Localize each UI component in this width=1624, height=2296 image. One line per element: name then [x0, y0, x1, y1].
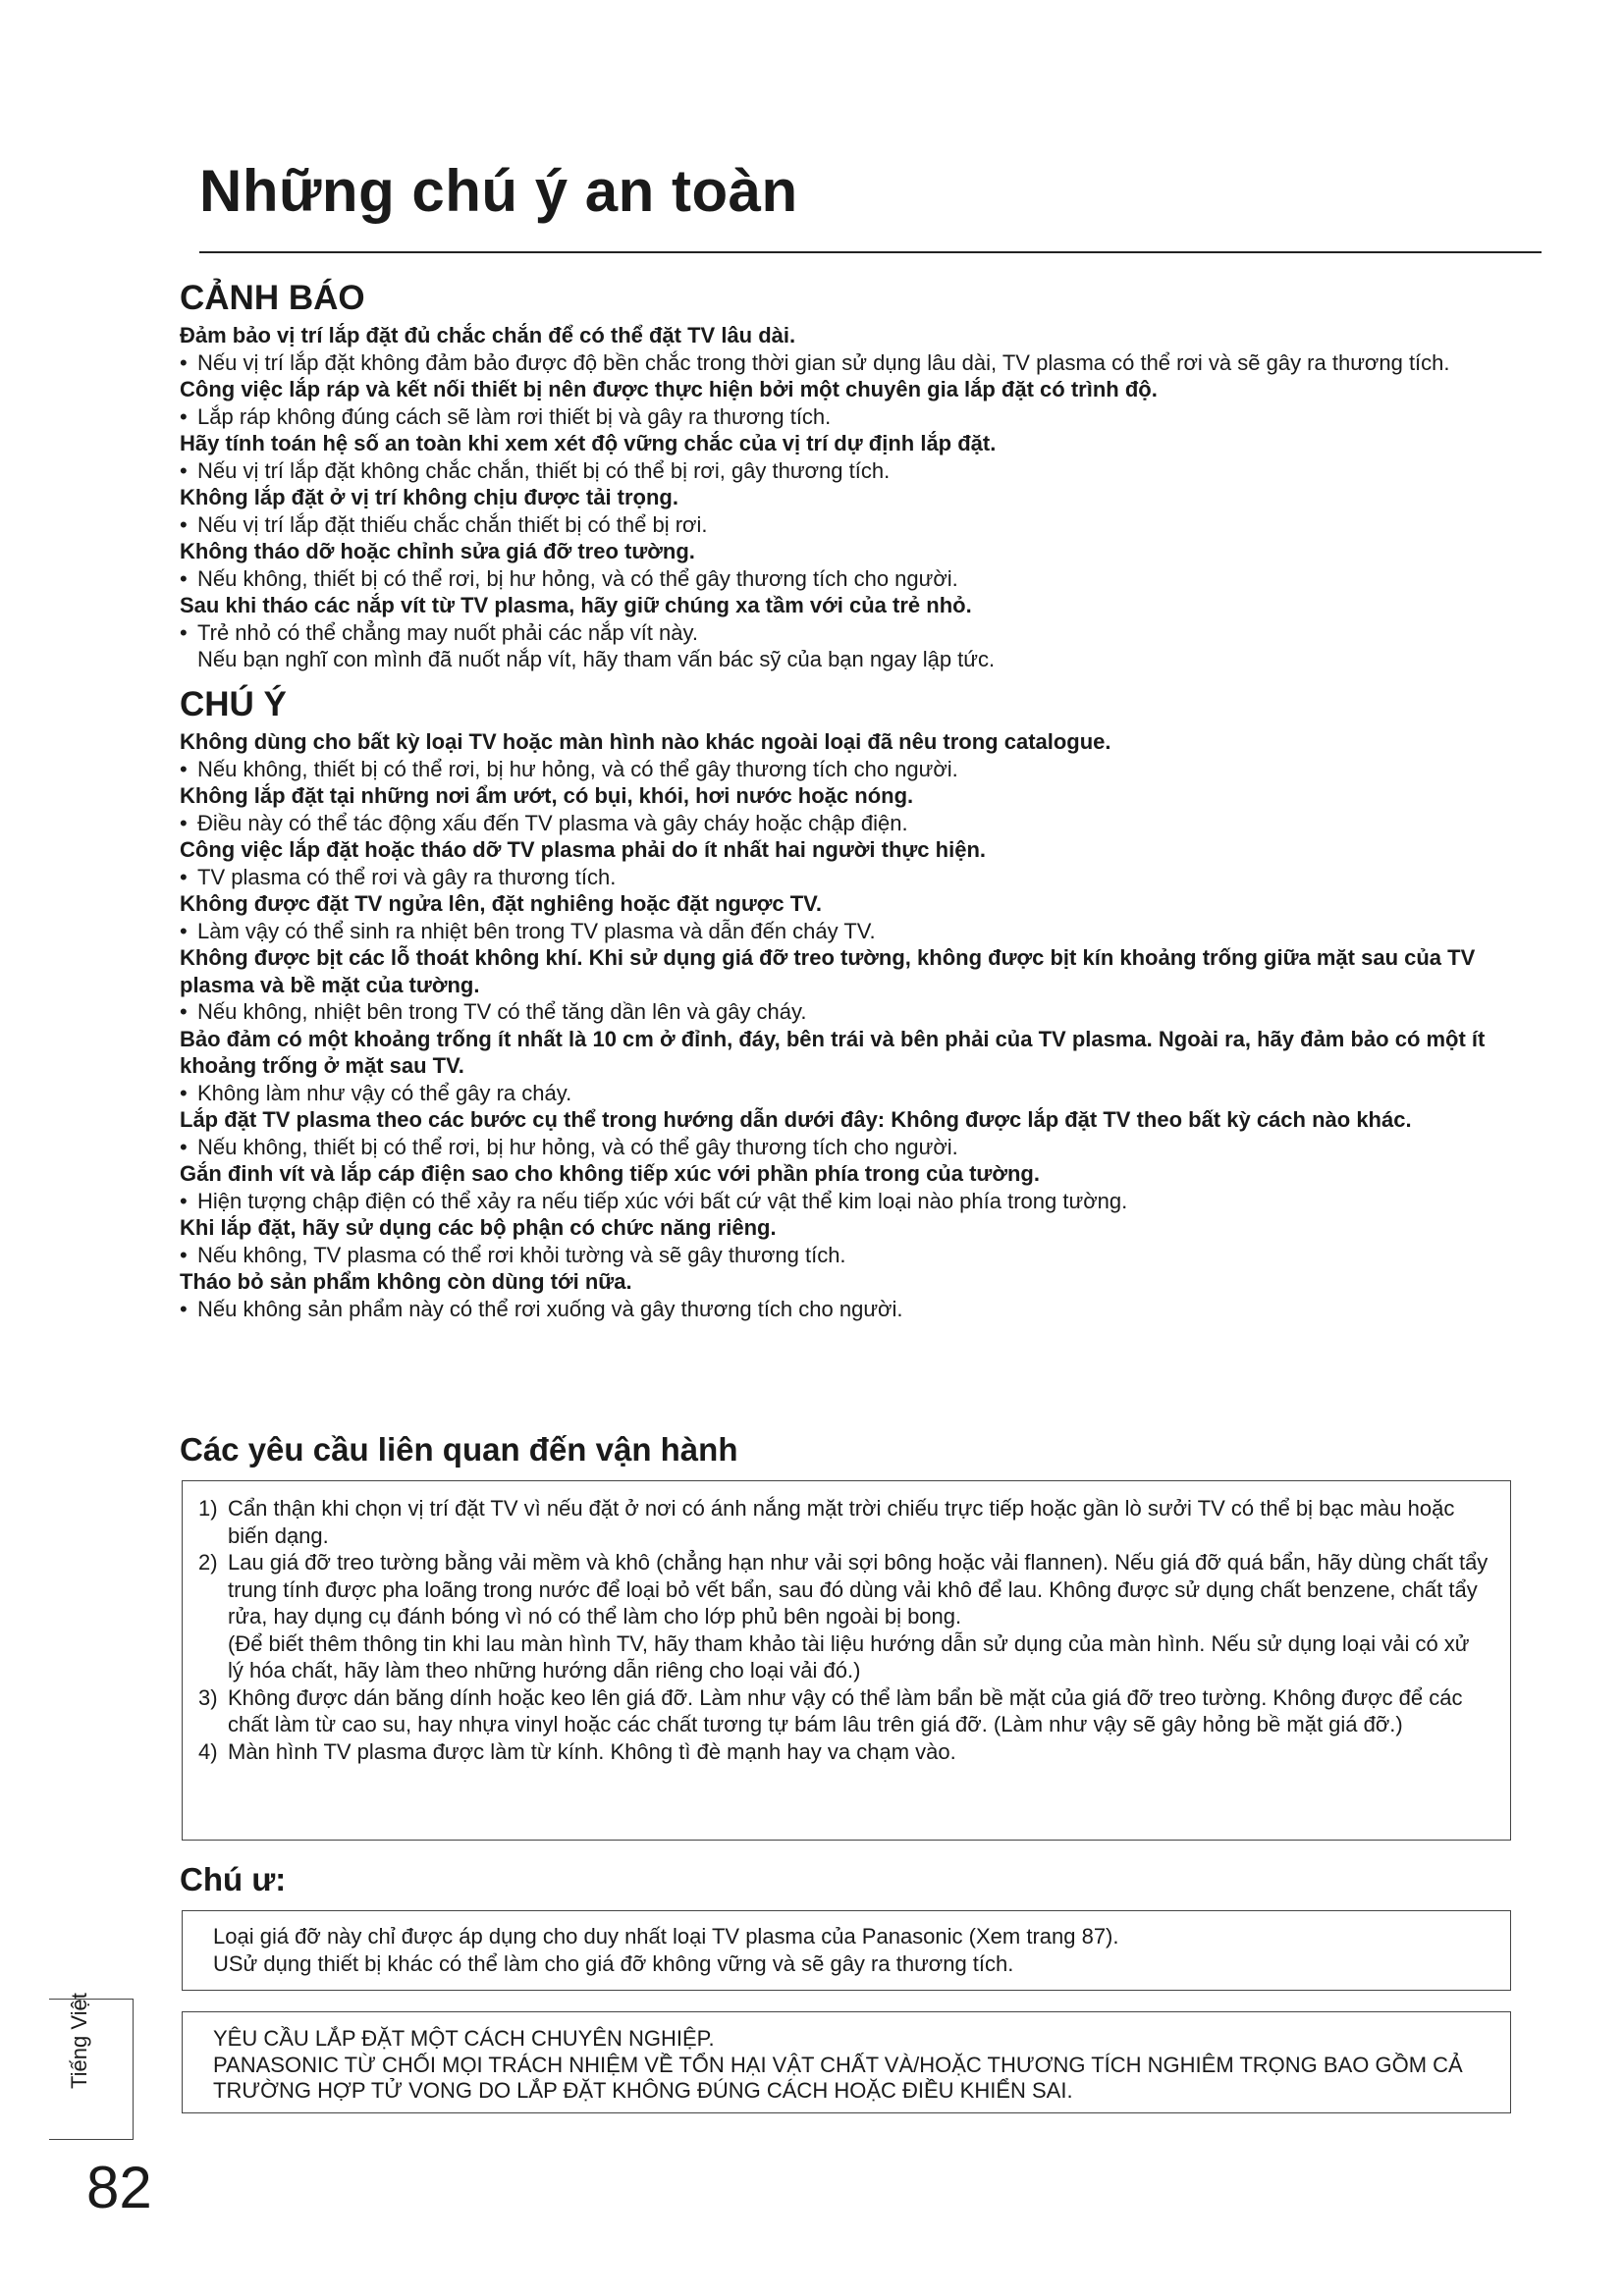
- bullet-text: Nếu không, nhiệt bên trong TV có thể tăng dần lên và gây cháy.: [197, 999, 807, 1024]
- item-title: Khi lắp đặt, hãy sử dụng các bộ phận có chức năng riêng.: [180, 1215, 777, 1240]
- safety-item: [180, 890, 1517, 944]
- item-bullet: [180, 511, 1517, 539]
- item-bullet: [180, 918, 1517, 945]
- note-line: USử dụng thiết bị khác có thể làm cho giá đỡ không vững và sẽ gây ra thương tích.: [213, 1950, 1014, 1976]
- safety-item: [180, 322, 1517, 376]
- operation-line: (Để biết thêm thông tin khi lau màn hình TV, hãy tham khảo tài liệu hướng dẫn sử dụng của màn hình. Nếu sử dụng loại vải có xử lý hóa chất, hãy làm theo những hướng dẫn riêng cho loại vải đó.): [228, 1630, 1470, 1682]
- item-title: Không lắp đặt tại những nơi ẩm ướt, có bụi, khói, hơi nước hoặc nóng.: [180, 783, 914, 808]
- note-heading: Chú ư:: [180, 1861, 287, 1897]
- bullet-text: Nếu không, TV plasma có thể rơi khỏi tường và sẽ gây thương tích.: [197, 1242, 846, 1267]
- bullet-icon: •: [180, 1242, 188, 1267]
- bullet-text: Điều này có thể tác động xấu đến TV plasma và gây cháy hoặc chập điện.: [197, 810, 908, 835]
- item-bullet: [180, 864, 1517, 891]
- operation-text: [228, 1738, 1490, 1766]
- item-title: Không được bịt các lỗ thoát không khí. Khi sử dụng giá đỡ treo tường, không được bịt kín khoảng trống giữa mặt sau của TV plasma và bề mặt của tường.: [180, 945, 1476, 997]
- bullet-icon: •: [180, 457, 188, 483]
- caution-heading: CHÚ Ý: [180, 684, 287, 723]
- bullet-icon: •: [180, 1296, 188, 1321]
- safety-item: [180, 1160, 1517, 1214]
- safety-item: [180, 782, 1517, 836]
- bullet-icon: •: [180, 999, 188, 1024]
- item-title: Không lắp đặt ở vị trí không chịu được tải trọng.: [180, 485, 678, 510]
- safety-item: [180, 430, 1517, 484]
- item-bullet: [180, 457, 1517, 485]
- bullet-text: Lắp ráp không đúng cách sẽ làm rơi thiết bị và gây ra thương tích.: [197, 403, 832, 429]
- bullet-icon: •: [180, 565, 188, 591]
- note-box: [182, 1910, 1511, 1991]
- bullet-icon: •: [180, 1080, 188, 1105]
- safety-item: [180, 484, 1517, 538]
- safety-item: [180, 728, 1517, 782]
- operation-number: 1): [198, 1496, 218, 1521]
- warning-heading: CẢNH BÁO: [180, 279, 365, 317]
- operation-text: [228, 1495, 1490, 1549]
- item-title: Hãy tính toán hệ số an toàn khi xem xét độ vững chắc của vị trí dự định lắp đặt.: [180, 431, 997, 456]
- operation-line: Màn hình TV plasma được làm từ kính. Không tì đè mạnh hay va chạm vào.: [228, 1738, 956, 1764]
- item-title: Bảo đảm có một khoảng trống ít nhất là 10 cm ở đỉnh, đáy, bên trái và bên phải của TV plasma. Ngoài ra, hãy đảm bảo có một ít khoảng trống ở mặt sau TV.: [180, 1026, 1486, 1078]
- safety-item: [180, 836, 1517, 890]
- language-label: Tiếng Việt: [67, 1993, 91, 2089]
- operation-number: 2): [198, 1550, 218, 1575]
- operation-item: [198, 1738, 1490, 1766]
- bullet-icon: •: [180, 864, 188, 889]
- bullet-icon: •: [180, 349, 188, 375]
- page-number: 82: [86, 2155, 152, 2220]
- bullet-text: Nếu không sản phẩm này có thể rơi xuống và gây thương tích cho người.: [197, 1296, 903, 1321]
- note-line: Loại giá đỡ này chỉ được áp dụng cho duy nhất loại TV plasma của Panasonic (Xem trang 87).: [213, 1924, 1119, 1949]
- item-bullet: [180, 403, 1517, 431]
- item-bullet: [180, 1134, 1517, 1161]
- item-bullet: [180, 619, 1517, 647]
- item-title: Công việc lắp ráp và kết nối thiết bị nên được thực hiện bởi một chuyên gia lắp đặt có trình độ.: [180, 377, 1158, 402]
- safety-item: [180, 592, 1517, 673]
- operation-number: 4): [198, 1738, 218, 1764]
- item-bullet: [180, 1080, 1517, 1107]
- bullet-icon: •: [180, 1188, 188, 1213]
- bullet-text: Không làm như vậy có thể gây ra cháy.: [197, 1080, 572, 1105]
- bullet-icon: •: [180, 1134, 188, 1159]
- bullet-text: Nếu vị trí lắp đặt không đảm bảo được độ bền chắc trong thời gian sử dụng lâu dài, TV plasma có thể rơi và sẽ gây ra thương tích.: [197, 349, 1450, 375]
- item-bullet: [180, 349, 1517, 377]
- operation-box: [182, 1480, 1511, 1841]
- item-title: Công việc lắp đặt hoặc tháo dỡ TV plasma phải do ít nhất hai người thực hiện.: [180, 837, 986, 862]
- bullet-icon: •: [180, 511, 188, 537]
- safety-item: [180, 1026, 1517, 1107]
- item-bullet: [180, 1188, 1517, 1215]
- operation-text: [228, 1549, 1490, 1684]
- safety-item: [180, 944, 1517, 1026]
- item-bullet: [180, 810, 1517, 837]
- item-title: Gắn đinh vít và lắp cáp điện sao cho không tiếp xúc với phần phía trong của tường.: [180, 1161, 1040, 1186]
- bullet-text: Nếu không, thiết bị có thể rơi, bị hư hỏng, và có thể gây thương tích cho người.: [197, 1134, 958, 1159]
- bullet-icon: •: [180, 756, 188, 781]
- bullet-text: Trẻ nhỏ có thể chẳng may nuốt phải các nắp vít này.: [197, 619, 698, 645]
- bullet-icon: •: [180, 403, 188, 429]
- safety-item: [180, 376, 1517, 430]
- operation-number: 3): [198, 1684, 218, 1710]
- operation-item: [198, 1495, 1490, 1549]
- bullet-text: TV plasma có thể rơi và gây ra thương tích.: [197, 864, 617, 889]
- item-title: Đảm bảo vị trí lắp đặt đủ chắc chắn để có thể đặt TV lâu dài.: [180, 323, 796, 348]
- item-extra: Nếu bạn nghĩ con mình đã nuốt nắp vít, hãy tham vấn bác sỹ của bạn ngay lập tức.: [197, 647, 996, 672]
- bullet-text: Làm vậy có thể sinh ra nhiệt bên trong TV plasma và dẫn đến cháy TV.: [197, 918, 876, 943]
- bullet-text: Nếu vị trí lắp đặt thiếu chắc chắn thiết bị có thể bị rơi.: [197, 511, 708, 537]
- operation-line: Lau giá đỡ treo tường bằng vải mềm và khô (chẳng hạn như vải sợi bông hoặc vải flannen). Nếu giá đỡ quá bẩn, hãy dùng chất tẩy trung tính được pha loãng trong nước để loại bỏ vết bẩn, sau đó dùng vải khô để lau. Không được sử dụng chất benzene, chất tẩy rửa, hay dụng cụ đánh bóng vì nó có thể làm cho lớp phủ bên ngoài bị bong.: [228, 1550, 1489, 1629]
- operation-heading: Các yêu cầu liên quan đến vận hành: [180, 1431, 738, 1468]
- professional-install-notice: [182, 2011, 1511, 2113]
- operation-item: [198, 1549, 1490, 1684]
- page-title: Những chú ý an toàn: [199, 158, 798, 224]
- notice-line: YÊU CẦU LẮP ĐẶT MỘT CÁCH CHUYÊN NGHIỆP.: [213, 2026, 715, 2051]
- bullet-text: Nếu không, thiết bị có thể rơi, bị hư hỏng, và có thể gây thương tích cho người.: [197, 565, 958, 591]
- item-bullet: [180, 565, 1517, 593]
- safety-item: [180, 538, 1517, 592]
- safety-item: [180, 1214, 1517, 1268]
- bullet-text: Hiện tượng chập điện có thể xảy ra nếu tiếp xúc với bất cứ vật thể kim loại nào phía trong tường.: [197, 1188, 1128, 1213]
- bullet-text: Nếu vị trí lắp đặt không chắc chắn, thiết bị có thể bị rơi, gây thương tích.: [197, 457, 891, 483]
- safety-item: [180, 1268, 1517, 1322]
- item-title: Sau khi tháo các nắp vít từ TV plasma, hãy giữ chúng xa tầm với của trẻ nhỏ.: [180, 593, 972, 618]
- item-title: Không dùng cho bất kỳ loại TV hoặc màn hình nào khác ngoài loại đã nêu trong catalogue.: [180, 729, 1111, 754]
- item-title: Không tháo dỡ hoặc chỉnh sửa giá đỡ treo tường.: [180, 539, 695, 564]
- item-bullet: [180, 756, 1517, 783]
- operation-line: Không được dán băng dính hoặc keo lên giá đỡ. Làm như vậy có thể làm bẩn bề mặt của giá đỡ treo tường. Không được để các chất làm từ cao su, hay nhựa vinyl hoặc các chất tương tự bám lâu trên giá đỡ. (Làm như vậy sẽ gây hỏng bề mặt giá đỡ.): [228, 1684, 1463, 1736]
- safety-item: [180, 1106, 1517, 1160]
- warning-list: [180, 322, 1517, 673]
- bullet-icon: •: [180, 918, 188, 943]
- notice-line: PANASONIC TỪ CHỐI MỌI TRÁCH NHIỆM VỀ TỔN HẠI VẬT CHẤT VÀ/HOẶC THƯƠNG TÍCH NGHIÊM TRỌNG BAO GỒM CẢ TRƯỜNG HỢP TỬ VONG DO LẮP ĐẶT KHÔNG ĐÚNG CÁCH HOẶC ĐIỀU KHIỂN SAI.: [213, 2052, 1463, 2103]
- operation-item: [198, 1684, 1490, 1738]
- item-title: Không được đặt TV ngửa lên, đặt nghiêng hoặc đặt ngược TV.: [180, 891, 822, 916]
- bullet-icon: •: [180, 619, 188, 645]
- item-title: Tháo bỏ sản phẩm không còn dùng tới nữa.: [180, 1269, 632, 1294]
- bullet-icon: •: [180, 810, 188, 835]
- item-bullet: [180, 1242, 1517, 1269]
- safety-content: [180, 279, 1517, 1322]
- operation-text: [228, 1684, 1490, 1738]
- bullet-text: Nếu không, thiết bị có thể rơi, bị hư hỏng, và có thể gây thương tích cho người.: [197, 756, 958, 781]
- item-bullet: [180, 998, 1517, 1026]
- title-divider: [199, 251, 1542, 253]
- item-bullet: [180, 1296, 1517, 1323]
- caution-list: [180, 728, 1517, 1322]
- item-title: Lắp đặt TV plasma theo các bước cụ thể trong hướng dẫn dưới đây: Không được lắp đặt TV theo bất kỳ cách nào khác.: [180, 1107, 1412, 1132]
- operation-line: Cẩn thận khi chọn vị trí đặt TV vì nếu đặt ở nơi có ánh nắng mặt trời chiếu trực tiếp hoặc gần lò sưởi TV có thể bị bạc màu hoặc biến dạng.: [228, 1496, 1455, 1548]
